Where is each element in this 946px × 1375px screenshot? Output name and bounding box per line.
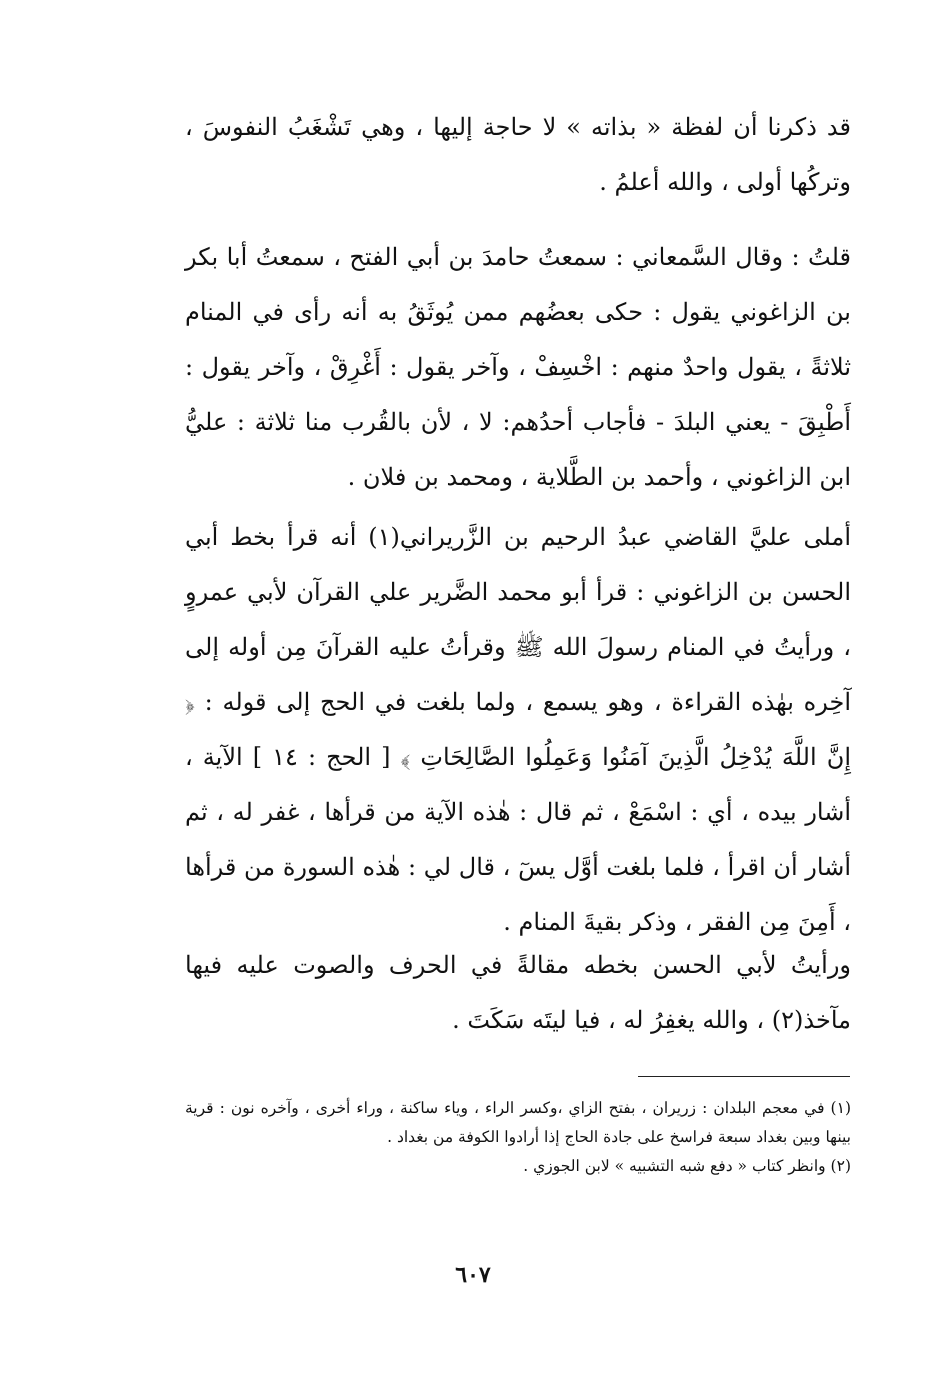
paragraph-4: ورأيتُ لأبي الحسن بخطه مقالةً في الحرف والصوت عليه فيها مآخذ(٢) ، والله يغفِرُ له ، فيا ليتَه سَكَتَ .: [185, 951, 851, 1034]
footnote-divider: [638, 1076, 850, 1077]
body-text: [185, 100, 851, 210]
paragraph-2: قلتُ : وقال السَّمعاني : سمعتُ حامدَ بن أبي الفتح ، سمعتُ أبا بكر بن الزاغوني يقول : حكى بعضُهم ممن يُوثَقُ به أنه رأى في المنام ثلاثةً ، يقول واحدٌ منهم : اخْسِفْ ، وآخر يقول : أَغْرِقْ ، وآخر يقول : أَطْبِقَ - يعني البلدَ - فأجاب أحدُهم: لا ، لأن بالقُرب منا ثلاثة : عليُّ ابن الزاغوني ، وأحمد بن الطَّلاية ، ومحمد بن فلان .: [185, 243, 851, 491]
body-text: [185, 938, 851, 1048]
paragraph-3: أملى عليَّ القاضي عبدُ الرحيم بن الزَّريراني(١) أنه قرأ بخط أبي الحسن بن الزاغوني : قرأ أبو محمد الضَّرير علي القرآن لأبي عمروٍ ، ورأيتُ في المنام رسولَ الله ﷺ وقرأتُ عليه القرآنَ مِن أوله إلى آخِره بهٰذه القراءة ، وهو يسمع ، ولما بلغت في الحج إلى قوله : ﴿ إِنَّ اللَّهَ يُدْخِلُ الَّذِينَ آمَنُوا وَعَمِلُوا الصَّالِحَاتِ ﴾ [ الحج : ١٤ ] الآية ، أشار بيده ، أي : اسْمَعْ ، ثم قال : هٰذه الآية من قرأها ، غفر له ، ثم أشار أن اقرأ ، فلما بلغت أوَّل يسٓ ، قال لي : هٰذه السورة من قرأها ، أَمِنَ مِن الفقر ، وذكر بقيةَ المنام .: [185, 523, 852, 936]
footnote-1: (١) في معجم البلدان : زريران ، بفتح الزاي ،وكسر الراء ، وياء ساكنة ، وراء أخرى ، وآخره نون : قرية بينها وبين بغداد سبعة فراسخ على جادة الحاج إذا أرادوا الكوفة من بغداد .: [185, 1099, 851, 1146]
footnote-2: (٢) وانظر كتاب « دفع شبه التشبيه » لابن الجوزي .: [523, 1157, 851, 1175]
body-text: [185, 230, 851, 505]
body-text: [185, 510, 851, 950]
paragraph-1: قد ذكرنا أن لفظة « بذاته » لا حاجة إليها ، وهي تَشْغَبُ النفوسَ ، وتركُها أولى ، والله أعلمُ .: [185, 113, 851, 196]
page-number: ٦٠٧: [455, 1262, 491, 1288]
footnotes: [185, 1094, 851, 1181]
